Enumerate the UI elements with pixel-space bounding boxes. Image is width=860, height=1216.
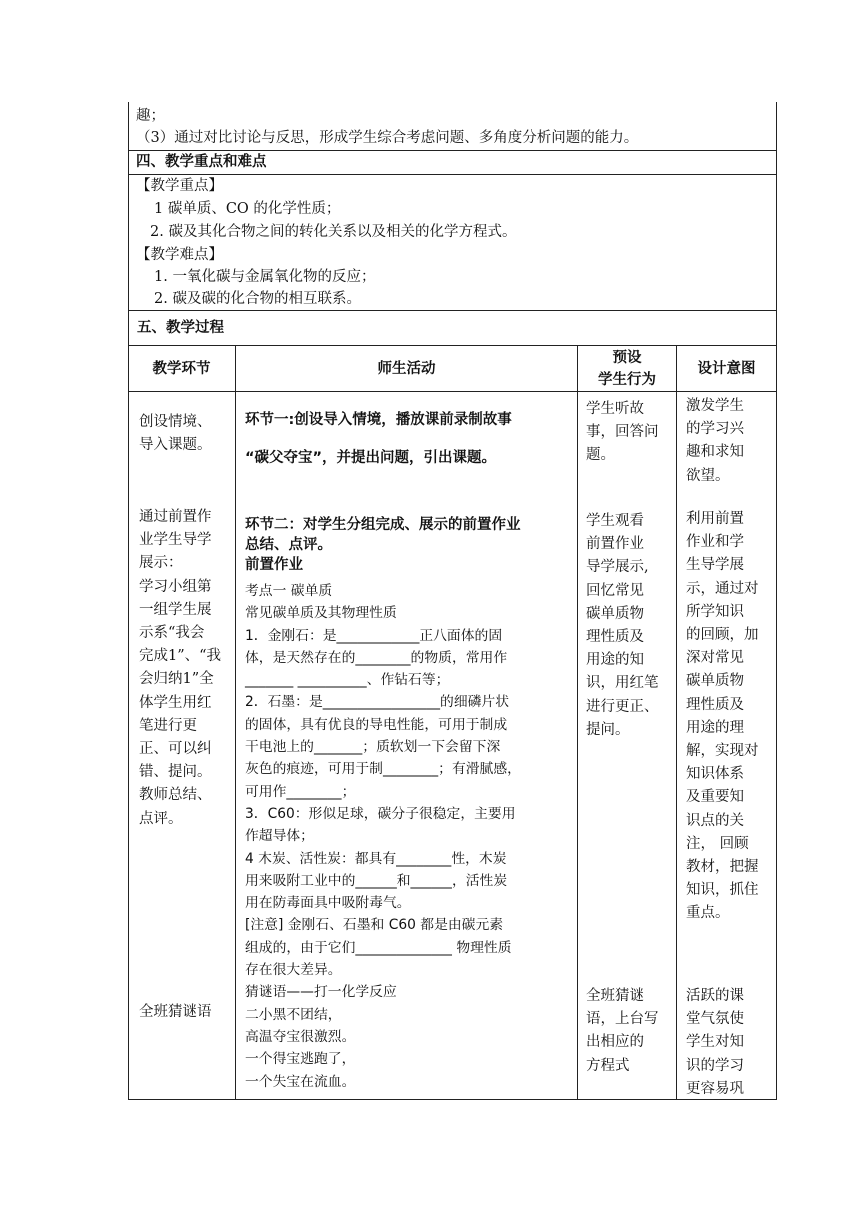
divider — [128, 310, 777, 311]
divider — [128, 391, 777, 392]
key-point-2: 2. 碳及其化合物之间的转化关系以及相关的化学方程式。 — [150, 224, 517, 240]
key-points-label: 【教学重点】 — [136, 178, 223, 194]
design-intent-2: 利用前置 作业和学 生导学展 示，通过对 所学知识 的回顾，加 深对常见 碳单质物 理性质及 用途的理 解，实现对 知识体系 及重要知 识点的关 注， 回顾 教材，把握 知识，抓住 重点。 — [686, 511, 759, 922]
col-header-student-behavior: 学生行为 — [598, 372, 656, 388]
table-border-bottom — [128, 1099, 777, 1100]
col-header-activity: 师生活动 — [377, 361, 436, 377]
column-divider — [577, 345, 578, 1100]
student-behavior-1: 学生听故 事，回答问 题。 — [586, 401, 659, 464]
column-divider — [235, 345, 236, 1100]
student-behavior-2: 学生观看 前置作业 导学展示, 回忆常见 碳单质物 理性质及 用途的知 识，用红笔 进行更正、 提问。 — [586, 513, 659, 738]
activity-1-line-2: “碳父夺宝”，并提出问题，引出课题。 — [245, 450, 497, 466]
stage-3: 全班猜谜语 — [139, 1004, 212, 1020]
activity-2-heading: 环节二：对学生分组完成、展示的前置作业 总结、点评。 前置作业 — [245, 517, 521, 573]
design-intent-3: 活跃的课 堂气氛使 学生对知 识的学习 更容易巩 — [686, 988, 744, 1097]
student-behavior-3: 全班猜谜 语，上台写 出相应的 方程式 — [586, 988, 659, 1074]
difficulties-label: 【教学难点】 — [136, 247, 223, 263]
col-header-preset: 预设 — [612, 350, 642, 366]
table-border-right — [776, 102, 777, 1100]
objective-3: （3）通过对比讨论与反思，形成学生综合考虑问题、多角度分析问题的能力。 — [136, 130, 639, 146]
design-intent-1: 激发学生 的学习兴 趣和求知 欲望。 — [686, 398, 744, 484]
divider — [128, 150, 777, 151]
section-4-heading: 四、教学重点和难点 — [136, 153, 267, 170]
col-header-stage: 教学环节 — [152, 361, 211, 377]
table-border-left — [128, 102, 129, 1100]
section-5-heading: 五、教学过程 — [137, 320, 224, 336]
activity-2-body: 考点一 碳单质 常见碳单质及其物理性质 1．金刚石：是____________正八面体的固 体，是天然存在的________的物质，常用作 _______ __________、作钻石等； 2．石墨：是_________________的细磷片状 的固体，具有优良的导电性能，可用于制成 干电池上的_______；质软划一下会留下深 灰色的痕迹，可用于制________；有滑腻感， 可用作________； 3．C60：形似足球，碳分子很稳定，主要用 作超导体； 4 木炭、活性炭：都具有________性，木炭 用来吸附工业中的______和______，活性炭 用在防毒面具中吸附毒气。 [注意] 金刚石、石墨和 C60 都是由碳元素 组成的，由于它们______________ 物理性质 存在很大差异。 猜谜语——打一化学反应 二小黑不团结， 高温夺宝很激烈。 一个得宝逃跑了， 一个失宝在流血。 — [245, 583, 521, 1090]
col-header-intent: 设计意图 — [697, 361, 756, 377]
stage-2: 通过前置作 业学生导学 展示： 学习小组第 一组学生展 示系“我会 完成1”、“我 会归纳1”全 体学生用红 笔进行更 正、可以纠 错、提问。 教师总结、 点评。 — [139, 509, 222, 827]
activity-1-line-1: 环节一:创设导入情境，播放课前录制故事 — [245, 412, 512, 428]
stage-1: 创设情境、 导入课题。 — [139, 414, 212, 454]
divider — [128, 174, 777, 175]
difficulty-1: 1. 一氧化碳与金属氧化物的反应； — [154, 269, 376, 285]
difficulty-2: 2. 碳及碳的化合物的相互联系。 — [154, 291, 361, 307]
key-point-1: 1 碳单质、CO 的化学性质； — [154, 201, 341, 217]
column-divider — [676, 345, 677, 1100]
divider — [128, 345, 777, 346]
objective-continuation: 趣； — [136, 108, 165, 124]
